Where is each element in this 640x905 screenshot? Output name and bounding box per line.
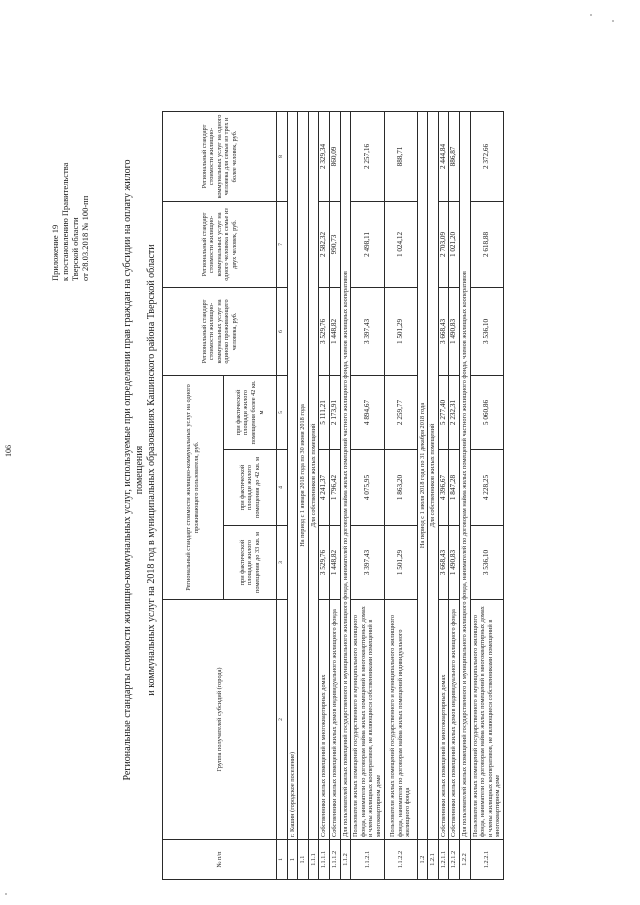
colnum-8: 8 (277, 111, 288, 201)
value-cell: 1 490,83 (449, 526, 460, 600)
table-row (384, 111, 417, 879)
row-label: Пользователи жилых помещений государственного и муниципального жилищного фонда, наниматели по договорам найма жилых помещений в многоквартирных домах и члены жилищных кооперативов, не являющиеся собственниками помещений в многоквартирном доме (351, 600, 384, 840)
value-cell: 2 618,88 (470, 201, 503, 287)
appendix-line-2: к постановлению Правительства (60, 162, 70, 281)
row-label: Собственники жилых помещений жилых домов индивидуального жилищного фонда (329, 600, 340, 840)
header-col-7: Региональный стандарт стоимости жилищно-коммунальных услуг на одного человека в семье из двух человек, руб. (163, 201, 277, 287)
colnum-6: 6 (277, 287, 288, 375)
colnum-5: 5 (277, 375, 288, 449)
row-num: 1.1.2 (340, 840, 351, 880)
table-row (417, 111, 428, 879)
category-heading: Для собственников жилых помещений (308, 111, 319, 839)
header-col-3: при фактической площади жилого помещения до 33 кв. м (224, 526, 277, 600)
value-cell: 1 448,82 (329, 526, 340, 600)
table-row (449, 111, 460, 879)
colnum-7: 7 (277, 201, 288, 287)
value-cell: 990,73 (329, 201, 340, 287)
value-cell: 1 490,83 (449, 287, 460, 375)
period-heading: На период с 1 января 2018 года по 30 июня 2018 года (298, 111, 309, 839)
row-num: 1.2.2.1 (470, 840, 503, 880)
value-cell: 4 228,25 (470, 450, 503, 526)
table-row (287, 111, 298, 879)
value-cell: 1 863,20 (384, 450, 417, 526)
value-cell: 3 529,76 (319, 526, 330, 600)
page-number: 106 (4, 445, 13, 457)
row-label: Собственники жилых помещений жилых домов индивидуального жилищного фонда (449, 600, 460, 840)
category-heading: Для собственников жилых помещений (428, 111, 439, 839)
colnum-1: 1 (277, 840, 288, 880)
value-cell: 5 060,86 (470, 375, 503, 449)
value-cell: 3 397,43 (351, 287, 384, 375)
value-cell: 1 021,20 (449, 201, 460, 287)
standards-table (162, 111, 504, 880)
appendix-line-3: Тверской области (70, 217, 80, 281)
value-cell: 3 668,43 (438, 287, 449, 375)
value-cell: 3 536,10 (470, 287, 503, 375)
row-label: Пользователи жилых помещений государственного и муниципального жилищного фонда, наниматели по договорам найма жилых помещений индивидуального жилищного фонда (384, 600, 417, 840)
table-row (459, 111, 470, 879)
value-cell: 4 396,67 (438, 450, 449, 526)
table-row (428, 111, 439, 879)
table-row (340, 111, 351, 879)
value-cell: 5 111,21 (319, 375, 330, 449)
value-cell: 1 501,29 (384, 526, 417, 600)
value-cell: 2 257,16 (351, 111, 384, 201)
value-cell: 886,87 (449, 111, 460, 201)
header-group-standard: Региональный стандарт стоимости жилищно-коммунальных услуг на одного проживающего пользователя, руб. (163, 375, 224, 599)
value-cell: 2 372,66 (470, 111, 503, 201)
appendix-line-1: Приложение 19 (50, 224, 60, 281)
row-label: Собственники жилых помещений в многоквартирных домах (319, 600, 330, 840)
header-col-8: Региональный стандарт стоимости жилищно-коммунальных услуг на одного человека для семьи из трех и более человек, руб. (163, 111, 277, 201)
value-cell: 2 582,32 (319, 201, 330, 287)
colnum-2: 2 (277, 600, 288, 840)
value-cell: 1 847,28 (449, 450, 460, 526)
value-cell: 1 024,12 (384, 201, 417, 287)
value-cell: 3 536,10 (470, 526, 503, 600)
table-row (308, 111, 319, 879)
value-cell: 1 501,29 (384, 287, 417, 375)
row-label: Пользователи жилых помещений государственного и муниципального жилищного фонда, наниматели по договорам найма жилых помещений в многоквартирных домах и члены жилищных кооперативов, не являющиеся собственниками помещений в многоквартирном доме (470, 600, 503, 840)
header-col-4: при фактической площади жилого помещения до 42 кв. м (224, 450, 277, 526)
table-row (438, 111, 449, 879)
value-cell: 860,09 (329, 111, 340, 201)
value-cell: 2 444,84 (438, 111, 449, 201)
row-num: 1.1.2.2 (384, 840, 417, 880)
value-cell: 2 498,11 (351, 201, 384, 287)
category-heading: Для пользователей жилых помещений государственного и муниципального жилищного фонда, нанимателей по договорам найма жилых помещений частного жилищного фонда, членов жилищных кооперативов (459, 111, 470, 839)
scan-speck (590, 14, 592, 16)
scan-speck (612, 20, 614, 22)
colnum-3: 3 (277, 526, 288, 600)
header-num: № п/п (163, 840, 277, 880)
table-row (470, 111, 503, 879)
value-cell: 2 232,31 (449, 375, 460, 449)
value-cell: 2 703,09 (438, 201, 449, 287)
row-num: 1.2.2 (459, 840, 470, 880)
row-num: 1.2.1.1 (438, 840, 449, 880)
category-heading: Для пользователей жилых помещений государственного и муниципального жилищного фонда, нанимателей по договорам найма жилых помещений частного жилищного фонда, членов жилищных кооперативов (340, 111, 351, 839)
title-line-2: и коммунальных услуг на 2018 год в муниципальных образованиях Кашинского района Тверской области (146, 244, 157, 696)
table-row (319, 111, 330, 879)
row-num: 1.1.1.2 (329, 840, 340, 880)
table-row (351, 111, 384, 879)
header-col-5: при фактической площади жилого помещения более 42 кв. м (224, 375, 277, 449)
row-num: 1.2.1.2 (449, 840, 460, 880)
title-line-1: Региональные стандарты стоимости жилищно-коммунальных услуг, используемые при определении прав граждан на субсидии на оплату жилого помещения (122, 159, 145, 781)
colnum-4: 4 (277, 450, 288, 526)
row-num: 1.2.1 (428, 840, 439, 880)
value-cell: 3 529,76 (319, 287, 330, 375)
row-num: 1.1.1.1 (319, 840, 330, 880)
value-cell: 3 397,43 (351, 526, 384, 600)
scan-speck (5, 893, 7, 895)
row-num: 1.1.2.1 (351, 840, 384, 880)
row-label: Собственники жилых помещений в многоквартирных домах (438, 600, 449, 840)
value-cell: 2 329,34 (319, 111, 330, 201)
value-cell: 4 075,95 (351, 450, 384, 526)
appendix-block (50, 163, 90, 281)
header-col-6: Региональный стандарт стоимости жилищно-коммунальных услуг на одиноко проживающего человека, руб. (163, 287, 277, 375)
value-cell: 1 448,82 (329, 287, 340, 375)
value-cell: 2 173,91 (329, 375, 340, 449)
row-num: 1.1 (298, 840, 309, 880)
value-cell: 888,71 (384, 111, 417, 201)
value-cell: 3 668,43 (438, 526, 449, 600)
municipality-heading: г. Кашин (городское поселение) (287, 111, 298, 839)
value-cell: 4 241,37 (319, 450, 330, 526)
appendix-line-4: от 28.03.2018 № 100-пп (80, 195, 90, 281)
value-cell: 2 259,77 (384, 375, 417, 449)
value-cell: 1 796,42 (329, 450, 340, 526)
row-num: 1 (287, 840, 298, 880)
value-cell: 4 894,67 (351, 375, 384, 449)
row-num: 1.1.1 (308, 840, 319, 880)
table-row (329, 111, 340, 879)
value-cell: 5 277,40 (438, 375, 449, 449)
table-row (298, 111, 309, 879)
row-num: 1.2 (417, 840, 428, 880)
document-title (122, 140, 158, 800)
period-heading: На период с 1 июля 2018 года по 31 декабря 2018 года (417, 111, 428, 839)
header-group: Группа получателей субсидий (города) (163, 600, 277, 840)
